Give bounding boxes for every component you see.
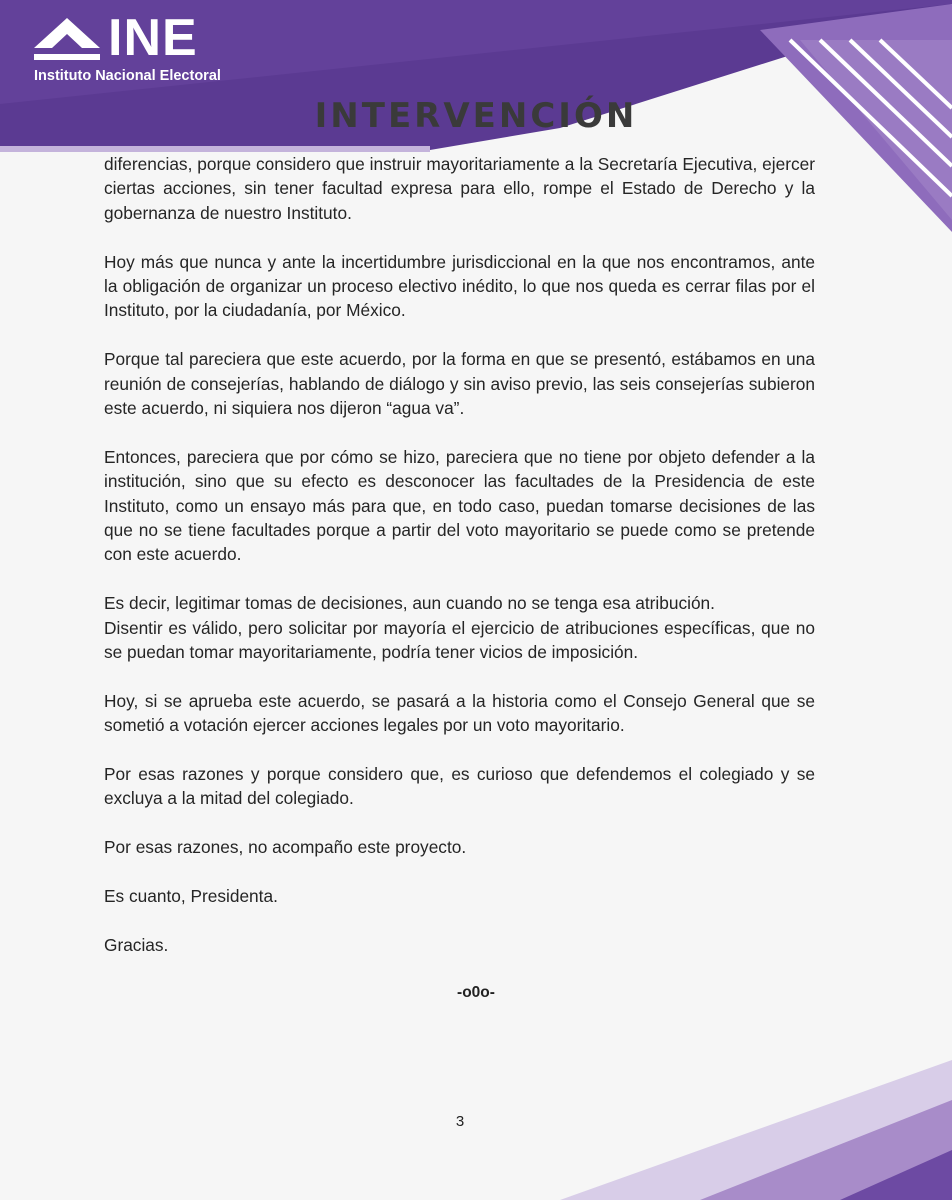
paragraph: Es cuanto, Presidenta. <box>104 886 278 907</box>
paragraph: Disentir es válido, pero solicitar por mayoría el ejercicio de atribuciones específicas, que no se puedan tomar mayoritariamente, podría tener vicios de imposición. <box>104 617 815 663</box>
page-number: 3 <box>455 1113 465 1130</box>
ine-logo <box>34 9 264 86</box>
closing-mark: -o0o- <box>457 984 495 1001</box>
paragraph: Es decir, legitimar tomas de decisiones, aun cuando no se tenga esa atribución. <box>104 593 715 614</box>
logo-subtitle: Instituto Nacional Electoral <box>34 68 221 84</box>
document-body <box>104 152 815 982</box>
paragraph: Por esas razones y porque considero que, es curioso que defendemos el colegiado y se excluya a la mitad del colegiado. <box>104 764 815 809</box>
paragraph: Hoy más que nunca y ante la incertidumbre jurisdiccional en la que nos encontramos, ante la obligación de organizar un proceso electivo inédito, lo que nos queda es cerrar filas por el Instituto, por la ciudadanía, por México. <box>104 251 815 321</box>
document-title: INTERVENCIÓN <box>314 96 638 136</box>
paragraph: Hoy, si se aprueba este acuerdo, se pasará a la historia como el Consejo General que se sometió a votación ejercer acciones legales por un voto mayoritario. <box>104 690 815 736</box>
ine-emblem-icon <box>34 18 100 66</box>
paragraph: Por esas razones, no acompaño este proyecto. <box>104 837 467 858</box>
paragraph: diferencias, porque considero que instruir mayoritariamente a la Secretaría Ejecutiva, ejercer ciertas acciones, sin tener facultad expresa para ello, rompe el Estado de Derecho y la gobernanza de nuestro Instituto. <box>104 154 815 223</box>
paragraph: Gracias. <box>104 934 169 955</box>
paragraph: Entonces, pareciera que por cómo se hizo, pareciera que no tiene por objeto defender a la institución, sino que su efecto es desconocer las facultades de la Presidencia de este Instituto, como un ensayo más para que, en todo caso, puedan tomarse decisiones de las que no se tiene facultades porque a partir del voto mayoritario se puede como se pretende con este acuerdo. <box>104 446 815 565</box>
paragraph: Porque tal pareciera que este acuerdo, por la forma en que se presentó, estábamos en una reunión de consejerías, hablando de diálogo y sin aviso previo, las seis consejerías subieron este acuerdo, ni siquiera nos dijeron “agua va”. <box>104 349 815 419</box>
logo-word: INE <box>108 9 198 67</box>
